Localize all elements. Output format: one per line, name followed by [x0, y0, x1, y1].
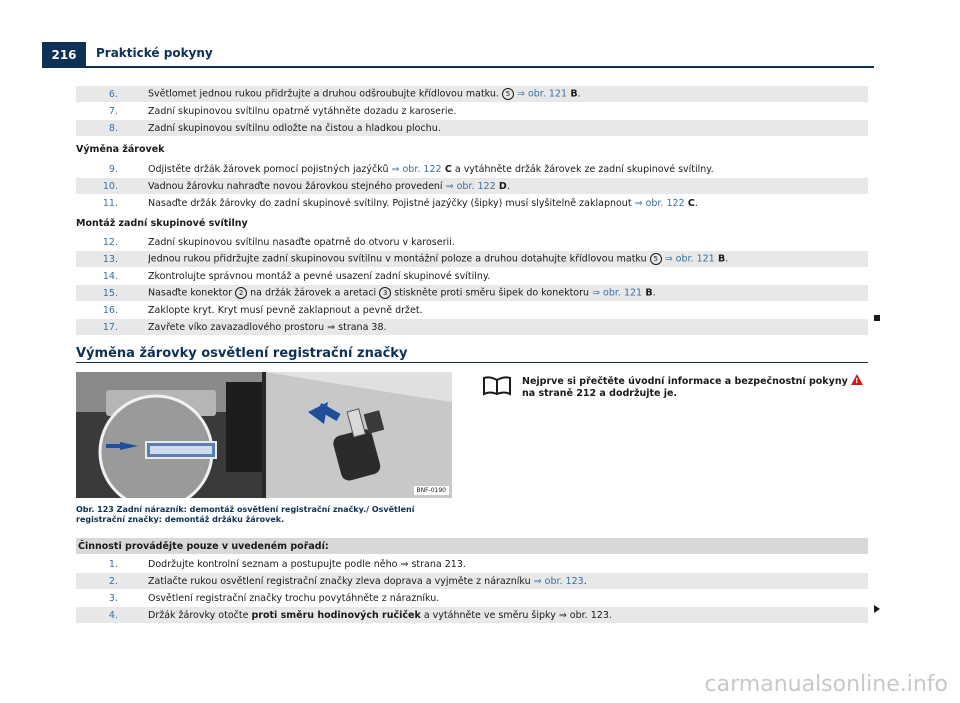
list-item: [76, 590, 868, 606]
step-number: 4.: [108, 609, 118, 621]
step-text: Držák žárovky otočte proti směru hodinových ručiček a vytáhněte ve směru šipky ⇒ obr. 123.: [148, 609, 612, 621]
page-header-title: Praktické pokyny: [96, 46, 213, 60]
list-item: [76, 234, 868, 250]
figure-link[interactable]: ⇒ obr. 121: [592, 287, 643, 299]
subheading-mount: Montáž zadní skupinové svítilny: [76, 218, 248, 229]
warning-icon: [851, 374, 863, 385]
list-item: [76, 120, 868, 136]
bulb-holder-illustration: [266, 372, 452, 498]
safety-note: Nejprve si přečtěte úvodní informace a bezpečnostní pokyny ! na straně 212 a dodržujte je.: [522, 374, 872, 400]
figure-code: BNF-0190: [414, 486, 450, 495]
list-item: [76, 195, 868, 211]
list-item: [76, 285, 868, 301]
list-item: [76, 268, 868, 284]
step-text: Zkontrolujte správnou montáž a pevné usazení zadní skupinové svítilny.: [148, 270, 491, 282]
list-item: [76, 161, 868, 177]
figure-link[interactable]: ⇒ obr. 122: [391, 163, 442, 175]
list-item: [76, 319, 868, 335]
step-number: 10.: [102, 180, 118, 192]
step-text: Vadnou žárovku nahraďte novou žárovkou stejného provedení ⇒ obr. 122 D.: [148, 180, 510, 192]
list-item: [76, 607, 868, 623]
step-text: Jednou rukou přidržujte zadní skupinovou svítilnu v montážní poloze a druhou dotahujte křídlovou matku 5 ⇒ obr. 121 B.: [148, 253, 729, 265]
figure-link[interactable]: ⇒ obr. 122: [634, 197, 685, 209]
list-item: [76, 103, 868, 119]
subheading-bulbs: Výměna žárovek: [76, 144, 165, 155]
step-number: 13.: [102, 253, 118, 265]
step-text: Nasaďte držák žárovky do zadní skupinové svítilny. Pojistné jazýčky (šipky) musí slyšitelně zaklapnout ⇒ obr. 122 C.: [148, 197, 698, 209]
list-item: [76, 573, 868, 589]
steps-list-c: [76, 234, 868, 336]
list-item: [76, 556, 868, 572]
list-item: [76, 251, 868, 267]
step-text: Nasaďte konektor 2 na držák žárovek a aretaci 3 stiskněte proti směru šipek do konektoru ⇒ obr. 121 B.: [148, 287, 656, 299]
section-title: Výměna žárovky osvětlení registrační značky: [76, 346, 408, 361]
figure-caption: Obr. 123 Zadní nárazník: demontáž osvětlení registrační značky./ Osvětlení registrační značky: demontáž držáku žárovek.: [76, 505, 415, 524]
steps-list-b: [76, 161, 868, 212]
section-divider: [76, 362, 868, 363]
activity-list: [76, 556, 868, 624]
step-number: 12.: [102, 236, 118, 248]
open-book-icon: [482, 374, 512, 396]
step-text: Odjistěte držák žárovek pomocí pojistných jazýčků ⇒ obr. 122 C a vytáhněte držák žárovek ze zadní skupinové svítilny.: [148, 163, 714, 175]
step-number: 15.: [102, 287, 118, 299]
figure-link[interactable]: ⇒ obr. 121: [661, 253, 715, 265]
figure-link[interactable]: ⇒ obr. 122: [445, 180, 496, 192]
step-number: 9.: [108, 163, 118, 175]
step-number: 7.: [108, 105, 118, 117]
step-number: 14.: [102, 270, 118, 282]
step-number: 11.: [102, 197, 118, 209]
continue-arrow-icon: [874, 605, 880, 613]
steps-list-a: [76, 86, 868, 137]
step-number: 6.: [108, 88, 118, 100]
step-text: Zadní skupinovou svítilnu opatrně vytáhněte dozadu z karoserie.: [148, 105, 457, 117]
figure-link[interactable]: ⇒ obr. 121: [513, 88, 568, 100]
step-text: Zavřete víko zavazadlového prostoru ⇒ strana 38.: [148, 321, 387, 333]
bumper-illustration: [76, 372, 262, 498]
page-number: 216: [42, 42, 86, 68]
step-text: Osvětlení registrační značky trochu povytáhněte z nárazníku.: [148, 592, 440, 604]
list-item: [76, 302, 868, 318]
callout-circle: 5: [502, 88, 514, 100]
step-number: 2.: [108, 575, 118, 587]
step-number: 3.: [108, 592, 118, 604]
step-number: 17.: [102, 321, 118, 333]
callout-circle: 3: [379, 287, 391, 299]
step-number: 1.: [108, 558, 118, 570]
watermark: carmanualsonline.info: [704, 672, 948, 697]
step-number: 16.: [102, 304, 118, 316]
header-divider: [86, 66, 874, 68]
figure-link[interactable]: ⇒ obr. 123: [533, 575, 584, 587]
figure-image: [76, 372, 452, 498]
callout-circle: 2: [235, 287, 247, 299]
step-text: Zaklopte kryt. Kryt musí pevně zaklapnout a pevně držet.: [148, 304, 423, 316]
section-end-marker-icon: [874, 315, 880, 321]
callout-circle: 5: [650, 253, 662, 265]
step-text: Světlomet jednou rukou přidržujte a druhou odšroubujte křídlovou matku. 5 ⇒ obr. 121 B.: [148, 88, 581, 100]
step-text: Zadní skupinovou svítilnu odložte na čistou a hladkou plochu.: [148, 122, 441, 134]
list-item: [76, 178, 868, 194]
step-text: Zadní skupinovou svítilnu nasaďte opatrně do otvoru v karoserii.: [148, 236, 455, 248]
list-item: [76, 86, 868, 102]
step-text: Zatlačte rukou osvětlení registrační značky zleva doprava a vyjměte z nárazníku ⇒ obr. 123.: [148, 575, 587, 587]
step-number: 8.: [108, 122, 118, 134]
step-text: Dodržujte kontrolní seznam a postupujte podle něho ⇒ strana 213.: [148, 558, 466, 570]
activity-table-header: Činnosti provádějte pouze v uvedeném pořadí:: [76, 538, 868, 554]
